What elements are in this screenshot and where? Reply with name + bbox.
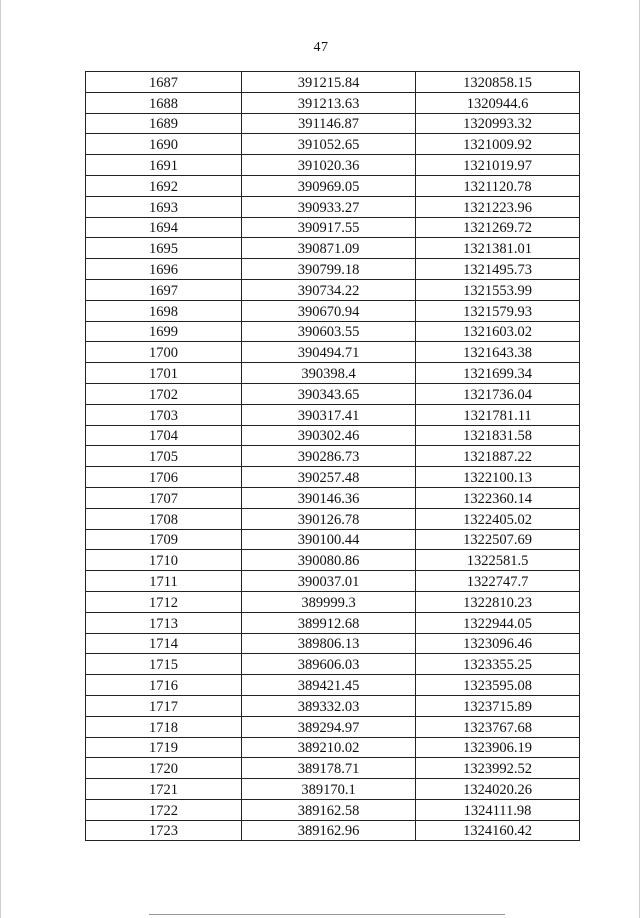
x-coordinate-cell: 390126.78 xyxy=(242,508,416,529)
x-coordinate-cell: 390343.65 xyxy=(242,383,416,404)
x-coordinate-cell: 391020.36 xyxy=(242,155,416,176)
table-row xyxy=(86,321,580,342)
point-number-cell: 1700 xyxy=(86,342,242,363)
table-row xyxy=(86,508,580,529)
y-coordinate-cell: 1320858.15 xyxy=(416,72,580,93)
point-number-cell: 1715 xyxy=(86,654,242,675)
table-row xyxy=(86,155,580,176)
y-coordinate-cell: 1323355.25 xyxy=(416,654,580,675)
point-number-cell: 1692 xyxy=(86,175,242,196)
x-coordinate-cell: 390100.44 xyxy=(242,529,416,550)
table-body xyxy=(86,72,580,841)
table-row xyxy=(86,425,580,446)
y-coordinate-cell: 1322507.69 xyxy=(416,529,580,550)
table-row xyxy=(86,591,580,612)
point-number-cell: 1704 xyxy=(86,425,242,446)
x-coordinate-cell: 389806.13 xyxy=(242,633,416,654)
point-number-cell: 1687 xyxy=(86,72,242,93)
x-coordinate-cell: 390257.48 xyxy=(242,467,416,488)
x-coordinate-cell: 390494.71 xyxy=(242,342,416,363)
table-row xyxy=(86,716,580,737)
x-coordinate-cell: 389162.58 xyxy=(242,799,416,820)
table-row xyxy=(86,175,580,196)
table-row xyxy=(86,92,580,113)
table-row xyxy=(86,487,580,508)
point-number-cell: 1714 xyxy=(86,633,242,654)
point-number-cell: 1699 xyxy=(86,321,242,342)
table-row xyxy=(86,758,580,779)
point-number-cell: 1716 xyxy=(86,675,242,696)
y-coordinate-cell: 1320993.32 xyxy=(416,113,580,134)
point-number-cell: 1688 xyxy=(86,92,242,113)
x-coordinate-cell: 391052.65 xyxy=(242,134,416,155)
x-coordinate-cell: 389332.03 xyxy=(242,695,416,716)
table-row xyxy=(86,529,580,550)
y-coordinate-cell: 1321736.04 xyxy=(416,383,580,404)
y-coordinate-cell: 1321781.11 xyxy=(416,404,580,425)
y-coordinate-cell: 1324160.42 xyxy=(416,820,580,841)
point-number-cell: 1691 xyxy=(86,155,242,176)
x-coordinate-cell: 389912.68 xyxy=(242,612,416,633)
table-row xyxy=(86,217,580,238)
table-row xyxy=(86,571,580,592)
y-coordinate-cell: 1321831.58 xyxy=(416,425,580,446)
y-coordinate-cell: 1323096.46 xyxy=(416,633,580,654)
table-row xyxy=(86,820,580,841)
x-coordinate-cell: 389294.97 xyxy=(242,716,416,737)
x-coordinate-cell: 390037.01 xyxy=(242,571,416,592)
y-coordinate-cell: 1323715.89 xyxy=(416,695,580,716)
table-row xyxy=(86,196,580,217)
y-coordinate-cell: 1321579.93 xyxy=(416,300,580,321)
y-coordinate-cell: 1322747.7 xyxy=(416,571,580,592)
point-number-cell: 1713 xyxy=(86,612,242,633)
x-coordinate-cell: 390871.09 xyxy=(242,238,416,259)
y-coordinate-cell: 1323906.19 xyxy=(416,737,580,758)
y-coordinate-cell: 1322581.5 xyxy=(416,550,580,571)
y-coordinate-cell: 1323767.68 xyxy=(416,716,580,737)
y-coordinate-cell: 1323992.52 xyxy=(416,758,580,779)
table-row xyxy=(86,72,580,93)
y-coordinate-cell: 1321553.99 xyxy=(416,279,580,300)
x-coordinate-cell: 390799.18 xyxy=(242,259,416,280)
point-number-cell: 1694 xyxy=(86,217,242,238)
y-coordinate-cell: 1321495.73 xyxy=(416,259,580,280)
x-coordinate-cell: 390603.55 xyxy=(242,321,416,342)
point-number-cell: 1706 xyxy=(86,467,242,488)
point-number-cell: 1707 xyxy=(86,487,242,508)
table-row xyxy=(86,779,580,800)
table-row xyxy=(86,383,580,404)
table-row xyxy=(86,113,580,134)
table-row xyxy=(86,799,580,820)
y-coordinate-cell: 1320944.6 xyxy=(416,92,580,113)
point-number-cell: 1697 xyxy=(86,279,242,300)
x-coordinate-cell: 390286.73 xyxy=(242,446,416,467)
table-row xyxy=(86,259,580,280)
point-number-cell: 1720 xyxy=(86,758,242,779)
point-number-cell: 1689 xyxy=(86,113,242,134)
x-coordinate-cell: 390670.94 xyxy=(242,300,416,321)
y-coordinate-cell: 1321120.78 xyxy=(416,175,580,196)
table-row xyxy=(86,467,580,488)
x-coordinate-cell: 389606.03 xyxy=(242,654,416,675)
point-number-cell: 1722 xyxy=(86,799,242,820)
table-row xyxy=(86,342,580,363)
table-row xyxy=(86,300,580,321)
y-coordinate-cell: 1321009.92 xyxy=(416,134,580,155)
y-coordinate-cell: 1323595.08 xyxy=(416,675,580,696)
point-number-cell: 1695 xyxy=(86,238,242,259)
x-coordinate-cell: 391146.87 xyxy=(242,113,416,134)
x-coordinate-cell: 390302.46 xyxy=(242,425,416,446)
point-number-cell: 1703 xyxy=(86,404,242,425)
y-coordinate-cell: 1322405.02 xyxy=(416,508,580,529)
table-row xyxy=(86,404,580,425)
x-coordinate-cell: 389210.02 xyxy=(242,737,416,758)
x-coordinate-cell: 391213.63 xyxy=(242,92,416,113)
x-coordinate-cell: 391215.84 xyxy=(242,72,416,93)
y-coordinate-cell: 1321223.96 xyxy=(416,196,580,217)
table-row xyxy=(86,737,580,758)
x-coordinate-cell: 390146.36 xyxy=(242,487,416,508)
y-coordinate-cell: 1321643.38 xyxy=(416,342,580,363)
y-coordinate-cell: 1322944.05 xyxy=(416,612,580,633)
y-coordinate-cell: 1324111.98 xyxy=(416,799,580,820)
point-number-cell: 1712 xyxy=(86,591,242,612)
table-row xyxy=(86,446,580,467)
x-coordinate-cell: 390969.05 xyxy=(242,175,416,196)
point-number-cell: 1719 xyxy=(86,737,242,758)
x-coordinate-cell: 389170.1 xyxy=(242,779,416,800)
point-number-cell: 1711 xyxy=(86,571,242,592)
point-number-cell: 1705 xyxy=(86,446,242,467)
y-coordinate-cell: 1321699.34 xyxy=(416,363,580,384)
coordinates-table xyxy=(85,71,580,841)
x-coordinate-cell: 390317.41 xyxy=(242,404,416,425)
table-row xyxy=(86,550,580,571)
point-number-cell: 1690 xyxy=(86,134,242,155)
table-row xyxy=(86,363,580,384)
point-number-cell: 1696 xyxy=(86,259,242,280)
x-coordinate-cell: 389178.71 xyxy=(242,758,416,779)
point-number-cell: 1717 xyxy=(86,695,242,716)
point-number-cell: 1702 xyxy=(86,383,242,404)
y-coordinate-cell: 1322100.13 xyxy=(416,467,580,488)
table-row xyxy=(86,238,580,259)
x-coordinate-cell: 390398.4 xyxy=(242,363,416,384)
x-coordinate-cell: 390734.22 xyxy=(242,279,416,300)
bottom-rule xyxy=(149,914,505,915)
y-coordinate-cell: 1321269.72 xyxy=(416,217,580,238)
point-number-cell: 1693 xyxy=(86,196,242,217)
point-number-cell: 1709 xyxy=(86,529,242,550)
y-coordinate-cell: 1321019.97 xyxy=(416,155,580,176)
point-number-cell: 1721 xyxy=(86,779,242,800)
y-coordinate-cell: 1322360.14 xyxy=(416,487,580,508)
x-coordinate-cell: 389421.45 xyxy=(242,675,416,696)
point-number-cell: 1708 xyxy=(86,508,242,529)
x-coordinate-cell: 389999.3 xyxy=(242,591,416,612)
x-coordinate-cell: 390933.27 xyxy=(242,196,416,217)
point-number-cell: 1710 xyxy=(86,550,242,571)
point-number-cell: 1698 xyxy=(86,300,242,321)
table-row xyxy=(86,654,580,675)
x-coordinate-cell: 389162.96 xyxy=(242,820,416,841)
point-number-cell: 1701 xyxy=(86,363,242,384)
x-coordinate-cell: 390080.86 xyxy=(242,550,416,571)
x-coordinate-cell: 390917.55 xyxy=(242,217,416,238)
point-number-cell: 1723 xyxy=(86,820,242,841)
y-coordinate-cell: 1321603.02 xyxy=(416,321,580,342)
point-number-cell: 1718 xyxy=(86,716,242,737)
table-row xyxy=(86,134,580,155)
y-coordinate-cell: 1321887.22 xyxy=(416,446,580,467)
table-row xyxy=(86,612,580,633)
page-number: 47 xyxy=(313,40,329,55)
y-coordinate-cell: 1322810.23 xyxy=(416,591,580,612)
y-coordinate-cell: 1321381.01 xyxy=(416,238,580,259)
table-row xyxy=(86,279,580,300)
y-coordinate-cell: 1324020.26 xyxy=(416,779,580,800)
table-row xyxy=(86,695,580,716)
table-row xyxy=(86,633,580,654)
table-row xyxy=(86,675,580,696)
